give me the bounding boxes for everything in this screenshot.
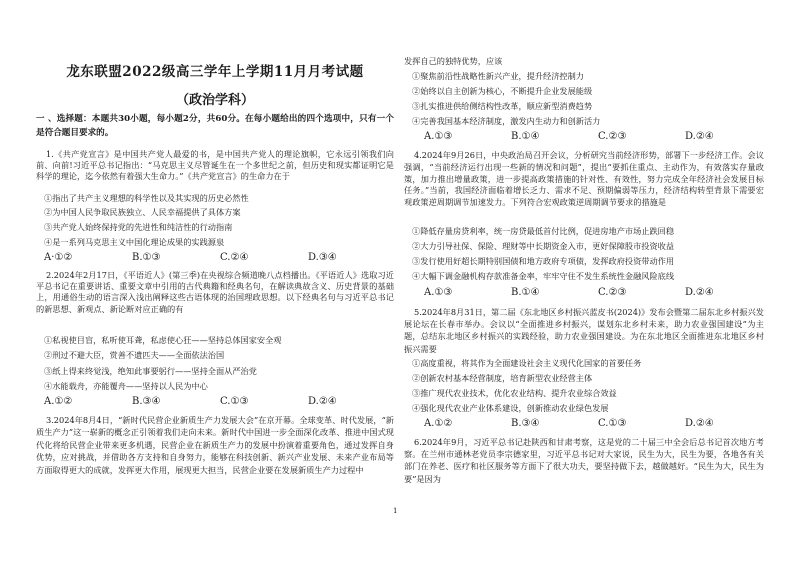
q1-stem: 1.《共产党宣言》是中国共产党人最爱的书，是中国共产党人的理论旗帜，它永远引领我们向前、向前!习近平总书记指出：“马克思主义尽管诞生在一个多世纪之前，但历史和现实都证明它是科学的理论，迄今依然有着强大生命力。”《共产党宣言》的生命力在于 bbox=[36, 149, 394, 182]
q3-stem-continued: 发挥自己的独特优势，应该 bbox=[404, 56, 503, 66]
q3-choice-4: ④完善我国基本经济制度，激发内生动力和创新活力 bbox=[412, 116, 601, 126]
q1-choice-4: ④是一系列马克思主义中国化理论成果的实践源泉 bbox=[44, 237, 225, 247]
q4-option-b[interactable]: B.①④ bbox=[511, 287, 540, 298]
q4-option-c[interactable]: C.②③ bbox=[598, 287, 627, 298]
q4-choice-2: ②大力引导社保、保险、理财等中长期资金入市，更好保障股市投资收益 bbox=[412, 241, 675, 251]
q4-option-d[interactable]: D.②④ bbox=[685, 287, 714, 298]
q3-stem: 3.2024年8月4日，“新时代民营企业新质生产力发展大会”在京开幕。全球变革、时代发展，“新质生产力”这一崭新的概念正引领着我们走向未来。新时代中国进一步全面深化改革、推进中国式现代化将给民营企业带来更多机遇，民营企业在新质生产力的发展中扮演着重要角色，通过发挥自身优势，应对挑战，并借助各方支持和自身努力，能够在科技创新、新兴产业发展、未来产业布局等方面取得更大的成就，发挥更大作用，展现更大担当，民营企业要在发展新质生产力过程中 bbox=[36, 415, 394, 475]
exam-title: 龙东联盟2022级高三学年上学期11月月考试题 bbox=[66, 64, 364, 80]
q2-option-b[interactable]: B.③④ bbox=[132, 396, 161, 407]
q4-choice-3: ③发行使用好超长期特别国债和地方政府专项债，发挥政府投资带动作用 bbox=[412, 256, 675, 266]
q4-choice-1: ①降低存量房贷利率，统一房贷最低首付比例，促进房地产市场止跌回稳 bbox=[412, 226, 675, 236]
q3-choice-3: ③扎实推进供给侧结构性改革，顺应新型消费趋势 bbox=[412, 101, 593, 111]
q3-option-b[interactable]: B.①④ bbox=[511, 131, 540, 142]
page-number: 1 bbox=[393, 507, 398, 515]
q1-choice-2: ②为中国人民争取民族独立、人民幸福提供了具体方案 bbox=[44, 207, 241, 217]
q1-choice-1: ①指出了共产主义理想的科学性以及其实现的历史必然性 bbox=[44, 193, 249, 203]
q2-option-a[interactable]: A.①② bbox=[44, 396, 73, 407]
q3-options bbox=[424, 131, 764, 143]
q3-choice-1: ①聚焦前沿性战略性新兴产业，提升经济控制力 bbox=[412, 71, 584, 81]
q5-options bbox=[424, 418, 764, 430]
q6-stem: 6.2024年9月，习近平总书记赴陕西和甘肃考察，这是党的二十届三中全会后总书记首次地方考察。在兰州市通林老党员李宗德家里，习近平总书记对大家说，民生为大，民生为要，各地各有关部门在养老、医疗和社区服务等方面下了很大功夫，要坚持做下去，越做越好。“民生为大，民生为要”是因为 bbox=[404, 437, 764, 484]
q2-option-c[interactable]: C.①③ bbox=[220, 396, 249, 407]
q1-option-b[interactable]: B.①③ bbox=[132, 252, 161, 263]
q4-choice-4: ④大幅下调金融机构存款准备金率，牢牢守住不发生系统性金融风险底线 bbox=[412, 271, 675, 281]
q2-choice-2: ②刑过不避大臣，赏善不遗匹夫——全面依法治国 bbox=[44, 350, 225, 360]
q3-option-d[interactable]: D.②④ bbox=[685, 131, 714, 142]
q4-option-a[interactable]: A.①③ bbox=[424, 287, 453, 298]
q2-choice-3: ③纸上得来终觉浅，绝知此事要躬行——坚持全面从严治党 bbox=[44, 366, 257, 376]
q3-choice-2: ②始终以自主创新为核心，不断提升企业发展能级 bbox=[412, 86, 593, 96]
q2-options bbox=[44, 396, 394, 408]
q3-option-a[interactable]: A.①③ bbox=[424, 131, 453, 142]
q4-options bbox=[424, 287, 764, 299]
q2-stem: 2.2024年2月17日，《平语近人》(第三季)在央视综合频道晚八点档播出。《平语近人》选取习近平总书记在重要讲话、重要文章中引用的古代典籍和经典名句，在解读典故含义、历史背景的基础上，用通俗生动的语言深入浅出阐释这些古语体现的治国理政思想。以下经典名句与习近平总书记的新思想、新观点、新论断对应正确的有 bbox=[36, 270, 394, 314]
q5-choice-2: ②创新农村基本经营制度，培育新型农业经营主体 bbox=[412, 373, 593, 383]
exam-subject: （政治学科） bbox=[175, 93, 254, 108]
q1-option-a[interactable]: A·①② bbox=[44, 252, 73, 263]
q1-options bbox=[44, 252, 394, 264]
q2-choice-1: ①私视使目盲，私听使耳聋，私虑使心狂——坚持总体国家安全观 bbox=[44, 335, 282, 345]
q5-choice-1: ①高度重视，将其作为全面建设社会主义现代化国家的首要任务 bbox=[412, 358, 642, 368]
q1-option-c[interactable]: C.②④ bbox=[220, 252, 249, 263]
q5-option-a[interactable]: A.①② bbox=[424, 418, 453, 429]
q5-option-c[interactable]: C.①③ bbox=[598, 418, 627, 429]
section-heading: 一 、选择题：本题共30小题，每小题2分，共60分。在每小题给出的四个选项中，只有一个是符合题目要求的。 bbox=[36, 114, 394, 138]
q1-choice-3: ③共产党人始终保持党的先进性和纯洁性的行动指南 bbox=[44, 222, 233, 232]
q3-option-c[interactable]: C.②③ bbox=[598, 131, 627, 142]
q5-stem: 5.2024年8月31日，第二届《东北地区乡村振兴蓝皮书(2024)》发布会暨第二届东北乡村振兴发展论坛在长春市举办。会议以“全面推进乡村振兴，谋划东北乡村未来，助力农业强国建设”为主题，总结东北地区乡村振兴的实践经验，助力农业强国建设。为在东北地区全面推进东北地区乡村振兴需要 bbox=[404, 307, 764, 354]
q5-option-d[interactable]: D.②④ bbox=[685, 418, 714, 429]
q4-stem: 4.2024年9月26日，中央政治局召开会议，分析研究当前经济形势，部署下一步经济工作。会议强调，“当前经济运行出现一些新的情况和问题”，提出“要抓住重点、主动作为，有效落实存量政策，加力推出增量政策，进一步提高政策措施的针对性、有效性，努力完成全年经济社会发展目标任务。”当前，我国经济面临着增长乏力、需求不足、预期偏弱等压力，经济结构转型背景下需要宏观政策逆周期调节加速发力。下列符合宏观政策逆周期调节要求的措施是 bbox=[404, 150, 764, 208]
q2-choice-4: ④水能载舟，亦能覆舟——坚持以人民为中心 bbox=[44, 381, 208, 391]
q1-option-d[interactable]: D.③④ bbox=[308, 252, 337, 263]
q5-choice-4: ④强化现代农业产业体系建设，创新推动农业绿色发展 bbox=[412, 403, 609, 413]
q5-option-b[interactable]: B.③④ bbox=[511, 418, 540, 429]
q2-option-d[interactable]: D.②④ bbox=[308, 396, 337, 407]
q5-choice-3: ③推广现代农业技术，优化农业结构、提升农业综合效益 bbox=[412, 388, 617, 398]
